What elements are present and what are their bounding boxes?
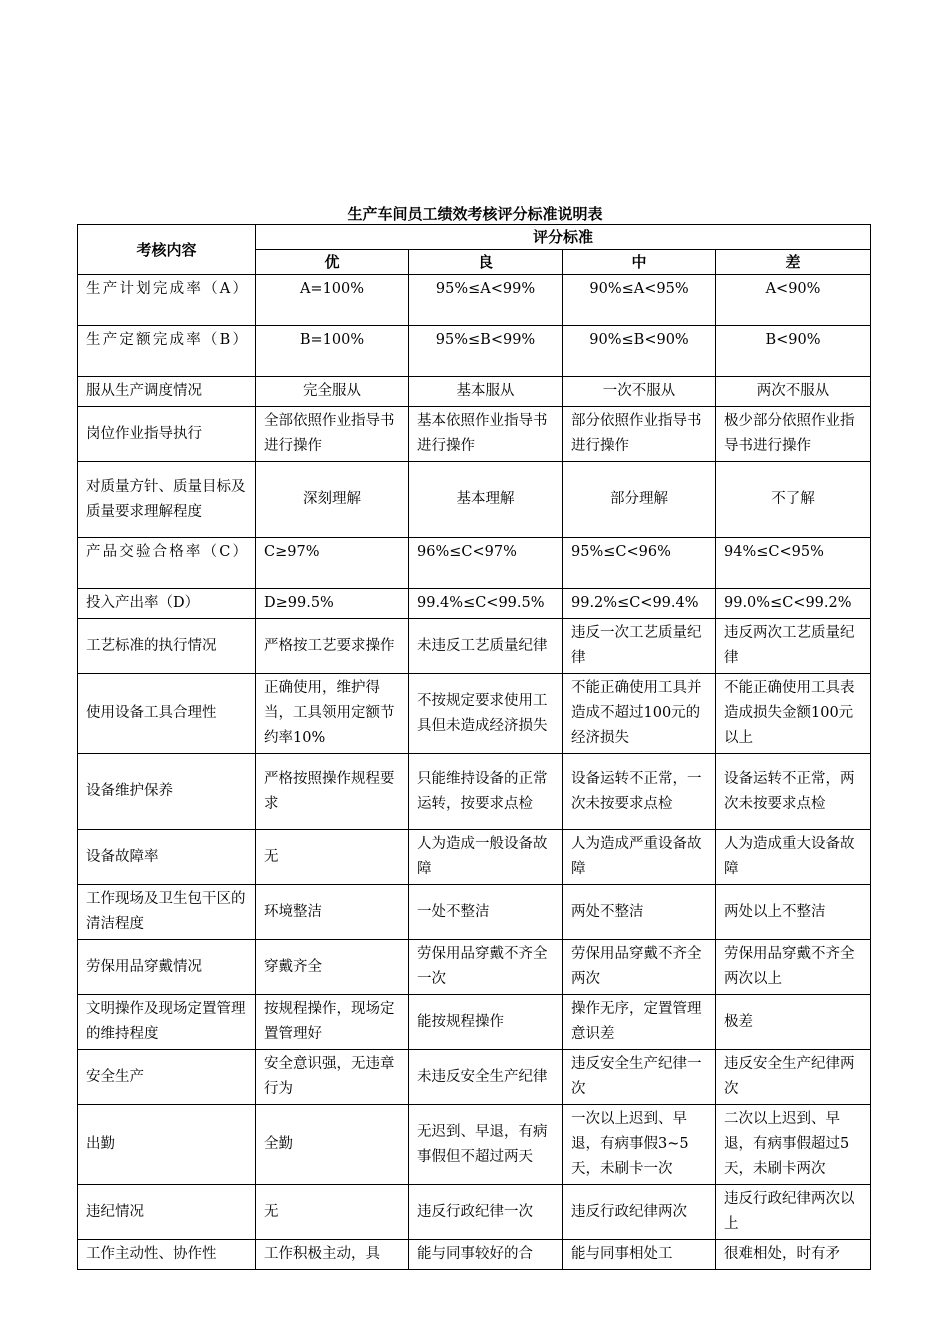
row-label: 产品交验合格率（C） [78, 538, 256, 589]
row-label: 工艺标准的执行情况 [78, 619, 256, 674]
row-label: 对质量方针、质量目标及质量要求理解程度 [78, 462, 256, 538]
cell-excellent: 穿戴齐全 [256, 940, 409, 995]
table-row [78, 1185, 871, 1240]
cell-good: 只能维持设备的正常运转，按要求点检 [409, 754, 563, 830]
cell-medium: 部分依照作业指导书进行操作 [563, 407, 716, 462]
cell-excellent: C≥97% [256, 538, 409, 589]
row-label: 生产定额完成率（B） [78, 326, 256, 377]
cell-excellent: 环境整洁 [256, 885, 409, 940]
cell-poor: 人为造成重大设备故障 [716, 830, 871, 885]
cell-excellent: 深刻理解 [256, 462, 409, 538]
cell-poor: 99.0%≤C<99.2% [716, 589, 871, 619]
cell-poor: B<90% [716, 326, 871, 377]
cell-poor: 极少部分依照作业指导书进行操作 [716, 407, 871, 462]
cell-medium: 90%≤A<95% [563, 275, 716, 326]
table-row [78, 589, 871, 619]
row-label: 工作现场及卫生包干区的清洁程度 [78, 885, 256, 940]
table-row [78, 995, 871, 1050]
cell-good: 能与同事较好的合 [409, 1240, 563, 1270]
row-label: 岗位作业指导执行 [78, 407, 256, 462]
row-label: 安全生产 [78, 1050, 256, 1105]
cell-poor: 二次以上迟到、早退，有病事假超过5天，未刷卡两次 [716, 1105, 871, 1185]
cell-good: 劳保用品穿戴不齐全一次 [409, 940, 563, 995]
table-row [78, 377, 871, 407]
header-level-medium: 中 [563, 250, 716, 275]
table-row [78, 1105, 871, 1185]
cell-poor: 违反行政纪律两次以上 [716, 1185, 871, 1240]
cell-excellent: 严格按工艺要求操作 [256, 619, 409, 674]
cell-excellent: D≥99.5% [256, 589, 409, 619]
header-level-excellent: 优 [256, 250, 409, 275]
cell-good: 无迟到、早退，有病事假但不超过两天 [409, 1105, 563, 1185]
cell-good: 一处不整洁 [409, 885, 563, 940]
cell-good: 违反行政纪律一次 [409, 1185, 563, 1240]
row-label: 违纪情况 [78, 1185, 256, 1240]
table-row [78, 674, 871, 754]
cell-poor: 两次不服从 [716, 377, 871, 407]
cell-excellent: 完全服从 [256, 377, 409, 407]
cell-medium: 能与同事相处工 [563, 1240, 716, 1270]
cell-excellent: 工作积极主动，具 [256, 1240, 409, 1270]
page-title: 生产车间员工绩效考核评分标准说明表 [347, 205, 603, 223]
cell-excellent: 无 [256, 830, 409, 885]
row-label: 文明操作及现场定置管理的维持程度 [78, 995, 256, 1050]
header-standard: 评分标准 [256, 225, 871, 250]
cell-poor: 设备运转不正常，两次未按要求点检 [716, 754, 871, 830]
cell-good: 95%≤A<99% [409, 275, 563, 326]
cell-excellent: B=100% [256, 326, 409, 377]
row-label: 服从生产调度情况 [78, 377, 256, 407]
table-row [78, 619, 871, 674]
cell-medium: 两处不整洁 [563, 885, 716, 940]
cell-good: 基本理解 [409, 462, 563, 538]
cell-good: 99.4%≤C<99.5% [409, 589, 563, 619]
table-row [78, 275, 871, 326]
cell-poor: 不了解 [716, 462, 871, 538]
cell-poor: 极差 [716, 995, 871, 1050]
cell-excellent: 无 [256, 1185, 409, 1240]
row-label: 出勤 [78, 1105, 256, 1185]
row-label: 设备维护保养 [78, 754, 256, 830]
cell-medium: 人为造成严重设备故障 [563, 830, 716, 885]
table-row [78, 326, 871, 377]
table-row [78, 1050, 871, 1105]
cell-poor: 违反安全生产纪律两次 [716, 1050, 871, 1105]
cell-excellent: 全勤 [256, 1105, 409, 1185]
header-level-poor: 差 [716, 250, 871, 275]
cell-medium: 操作无序，定置管理意识差 [563, 995, 716, 1050]
row-label: 投入产出率（D） [78, 589, 256, 619]
cell-good: 未违反工艺质量纪律 [409, 619, 563, 674]
evaluation-table [77, 224, 871, 1270]
cell-good: 未违反安全生产纪律 [409, 1050, 563, 1105]
cell-medium: 违反一次工艺质量纪律 [563, 619, 716, 674]
cell-medium: 部分理解 [563, 462, 716, 538]
cell-medium: 违反行政纪律两次 [563, 1185, 716, 1240]
cell-poor: 劳保用品穿戴不齐全两次以上 [716, 940, 871, 995]
cell-medium: 99.2%≤C<99.4% [563, 589, 716, 619]
cell-poor: 违反两次工艺质量纪律 [716, 619, 871, 674]
header-row [78, 225, 871, 250]
cell-poor: 很难相处，时有矛 [716, 1240, 871, 1270]
table-row [78, 1240, 871, 1270]
cell-good: 基本服从 [409, 377, 563, 407]
cell-medium: 95%≤C<96% [563, 538, 716, 589]
cell-medium: 设备运转不正常，一次未按要求点检 [563, 754, 716, 830]
cell-excellent: 全部依照作业指导书进行操作 [256, 407, 409, 462]
header-content: 考核内容 [78, 225, 256, 275]
cell-medium: 90%≤B<90% [563, 326, 716, 377]
table-row [78, 538, 871, 589]
cell-good: 96%≤C<97% [409, 538, 563, 589]
row-label: 生产计划完成率（A） [78, 275, 256, 326]
table-row [78, 754, 871, 830]
cell-poor: 不能正确使用工具表造成损失金额100元以上 [716, 674, 871, 754]
row-label: 劳保用品穿戴情况 [78, 940, 256, 995]
table-row [78, 462, 871, 538]
cell-good: 人为造成一般设备故障 [409, 830, 563, 885]
table-row [78, 940, 871, 995]
row-label: 设备故障率 [78, 830, 256, 885]
header-level-good: 良 [409, 250, 563, 275]
cell-poor: 两处以上不整洁 [716, 885, 871, 940]
table-row [78, 885, 871, 940]
cell-medium: 不能正确使用工具并造成不超过100元的经济损失 [563, 674, 716, 754]
cell-good: 不按规定要求使用工具但未造成经济损失 [409, 674, 563, 754]
cell-excellent: 安全意识强，无违章行为 [256, 1050, 409, 1105]
cell-good: 能按规程操作 [409, 995, 563, 1050]
cell-excellent: 严格按照操作规程要求 [256, 754, 409, 830]
cell-poor: 94%≤C<95% [716, 538, 871, 589]
cell-excellent: 正确使用，维护得当，工具领用定额节约率10% [256, 674, 409, 754]
cell-medium: 违反安全生产纪律一次 [563, 1050, 716, 1105]
cell-medium: 劳保用品穿戴不齐全两次 [563, 940, 716, 995]
cell-excellent: 按规程操作，现场定置管理好 [256, 995, 409, 1050]
table-row [78, 830, 871, 885]
cell-poor: A<90% [716, 275, 871, 326]
cell-medium: 一次不服从 [563, 377, 716, 407]
row-label: 使用设备工具合理性 [78, 674, 256, 754]
cell-excellent: A=100% [256, 275, 409, 326]
table-row [78, 407, 871, 462]
row-label: 工作主动性、协作性 [78, 1240, 256, 1270]
cell-good: 95%≤B<99% [409, 326, 563, 377]
cell-medium: 一次以上迟到、早退，有病事假3~5天，未刷卡一次 [563, 1105, 716, 1185]
cell-good: 基本依照作业指导书进行操作 [409, 407, 563, 462]
